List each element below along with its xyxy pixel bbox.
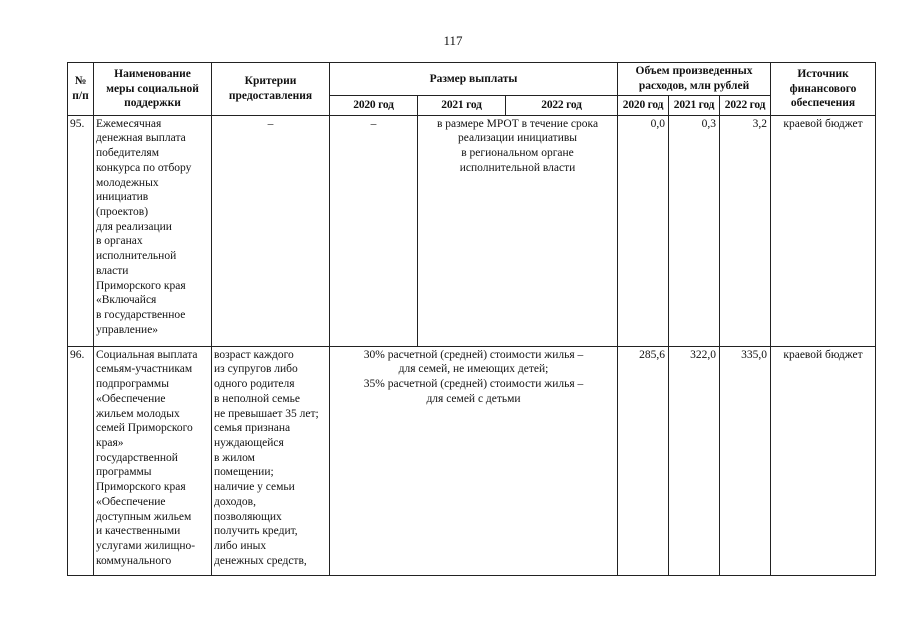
header-vol-2021: 2021 год <box>669 96 720 116</box>
row-name: Социальная выплата семьям-участникам подпрограммы «Обеспечение жильем молодых семей Приморского края» государственной программы Приморского края «Обеспечение доступным жильем и качественными услугами жилищно- коммунального <box>94 346 212 575</box>
header-source: Источник финансового обеспечения <box>771 63 876 116</box>
header-payment: Размер выплаты <box>330 63 618 96</box>
row-criteria: возраст каждого из супругов либо одного родителя в неполной семье не превышает 35 лет; семья признана нуждающейся в жилом помещении; наличие у семьи доходов, позволяющих получить кредит, либо иных денежных средств, <box>212 346 330 575</box>
header-vol-2020: 2020 год <box>618 96 669 116</box>
header-pay-2022: 2022 год <box>506 96 618 116</box>
row-vol-2020: 285,6 <box>618 346 669 575</box>
row-payment: 30% расчетной (средней) стоимости жилья – для семей, не имеющих детей; 35% расчетной (средней) стоимости жилья – для семей с детьми <box>330 346 618 575</box>
row-vol-2021: 322,0 <box>669 346 720 575</box>
social-support-table <box>67 62 876 576</box>
row-vol-2022: 335,0 <box>720 346 771 575</box>
row-vol-2021: 0,3 <box>669 115 720 346</box>
row-num: 96. <box>68 346 94 575</box>
row-vol-2022: 3,2 <box>720 115 771 346</box>
header-vol-2022: 2022 год <box>720 96 771 116</box>
header-criteria: Критерии предоставления <box>212 63 330 116</box>
row-pay-2021-2022: в размере МРОТ в течение срока реализации инициативы в региональном органе исполнительной власти <box>418 115 618 346</box>
header-name: Наименование меры социальной поддержки <box>94 63 212 116</box>
row-criteria: – <box>212 115 330 346</box>
row-name: Ежемесячная денежная выплата победителям конкурса по отбору молодежных инициатив (проектов) для реализации в органах исполнительной власти Приморского края «Включайся в государственное управление» <box>94 115 212 346</box>
header-row <box>68 63 876 96</box>
page-number: 117 <box>443 33 463 48</box>
row-source: краевой бюджет <box>771 346 876 575</box>
row-vol-2020: 0,0 <box>618 115 669 346</box>
table-row <box>68 346 876 575</box>
header-pay-2020: 2020 год <box>330 96 418 116</box>
header-volume: Объем произведенных расходов, млн рублей <box>618 63 771 96</box>
table-row <box>68 115 876 346</box>
row-num: 95. <box>68 115 94 346</box>
header-pay-2021: 2021 год <box>418 96 506 116</box>
header-num: № п/п <box>68 63 94 116</box>
row-source: краевой бюджет <box>771 115 876 346</box>
row-pay-2020: – <box>330 115 418 346</box>
